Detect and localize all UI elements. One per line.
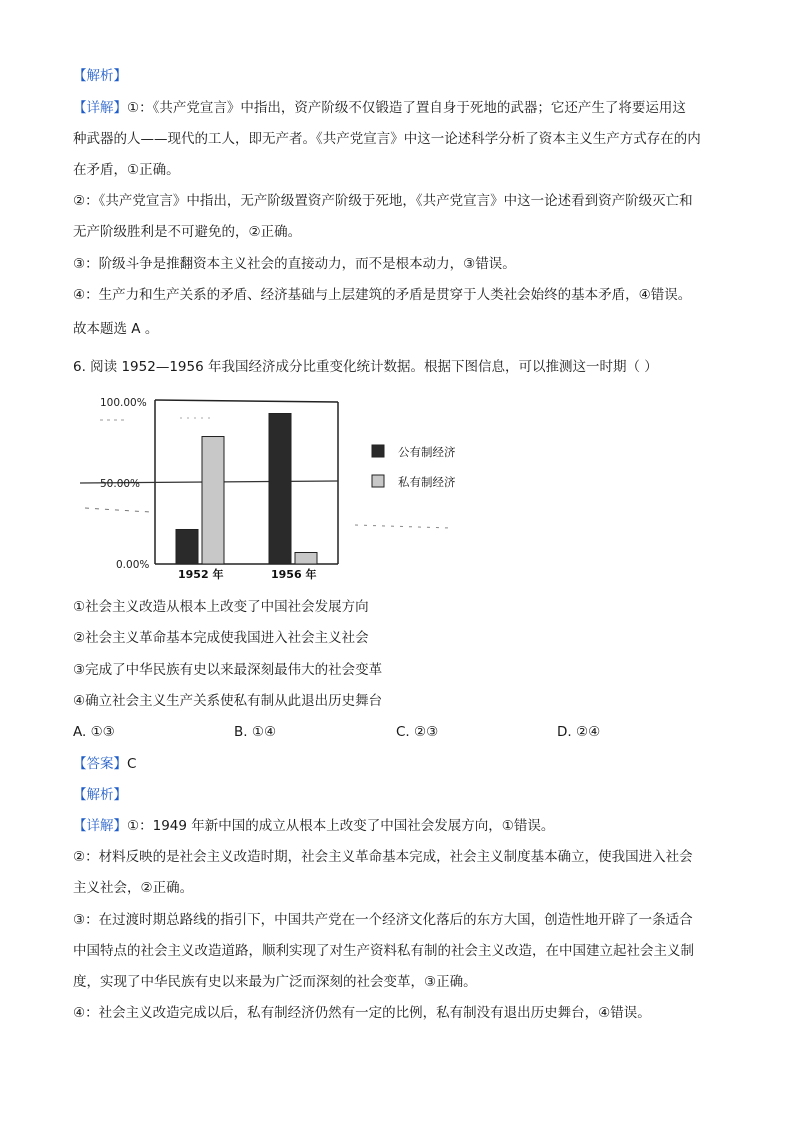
prev-para-1-line-1: [73, 98, 686, 118]
y-tick-label: 0.00%: [116, 559, 150, 571]
statement-1: ①社会主义改造从根本上改变了中国社会发展方向: [73, 599, 369, 615]
legend-label: 公有制经济: [398, 445, 456, 459]
answer-value: C: [127, 756, 137, 772]
analysis-4: ④：社会主义改造完成以后，私有制经济仍然有一定的比例，私有制没有退出历史舞台，④错误。: [73, 1005, 651, 1021]
option-d: D. ②④: [557, 724, 601, 740]
option-c: C. ②③: [396, 724, 439, 740]
analysis-1: [73, 816, 554, 836]
prev-para-1-line-3: 在矛盾，①正确。: [73, 162, 180, 178]
y-tick-label: 50.00%: [100, 478, 141, 490]
prev-para-1-line-2: 种武器的人——现代的工人，即无产者。《共产党宣言》中这一论述科学分析了资本主义生产方式存在的内: [73, 131, 701, 147]
statement-2: ②社会主义革命基本完成使我国进入社会主义社会: [73, 630, 369, 646]
bar-private-0: [202, 437, 224, 564]
question-stem: 6. 阅读 1952—1956 年我国经济成分比重变化统计数据。根据下图信息，可以推测这一时期（ ）: [73, 359, 658, 375]
legend-swatch: [372, 475, 384, 487]
legend-swatch: [372, 445, 384, 457]
bar-public-0: [176, 529, 198, 564]
legend-label: 私有制经济: [398, 475, 456, 489]
prev-para-2-line-1: ②：《共产党宣言》中指出，无产阶级置资产阶级于死地，《共产党宣言》中这一论述看到资产阶级灭亡和: [73, 193, 693, 209]
scan-dash-marks: [85, 418, 450, 528]
legend: [372, 445, 456, 489]
economic-composition-chart: [80, 390, 460, 580]
y-tick-labels: [100, 397, 149, 571]
x-tick-label: 1956 年: [271, 568, 317, 580]
prev-conclusion: 故本题选 A 。: [73, 321, 159, 337]
analysis-3-line-3: 度，实现了中华民族有史以来最为广泛而深刻的社会变革，③正确。: [73, 974, 477, 990]
option-a: A. ①③: [73, 724, 115, 740]
bars: [176, 414, 317, 564]
option-b: B. ①④: [234, 724, 277, 740]
analysis-2-line-2: 主义社会，②正确。: [73, 880, 194, 896]
y-tick-label: 100.00%: [100, 397, 147, 409]
bar-public-1: [269, 414, 291, 564]
prev-para-3: ③：阶级斗争是推翻资本主义社会的直接动力，而不是根本动力，③错误。: [73, 256, 516, 272]
analysis-2-line-1: ②：材料反映的是社会主义改造时期，社会主义革命基本完成，社会主义制度基本确立，使我国进入社会: [73, 849, 693, 865]
analysis-heading-2: 【解析】: [73, 787, 127, 803]
analysis-3-line-1: ③：在过渡时期总路线的指引下，中国共产党在一个经济文化落后的东方大国，创造性地开辟了一条适合: [73, 912, 693, 928]
text: ①：1949 年新中国的成立从根本上改变了中国社会发展方向，①错误。: [127, 818, 555, 834]
text: ①：《共产党宣言》中指出，资产阶级不仅锻造了置自身于死地的武器；它还产生了将要运用这: [127, 100, 686, 116]
prev-para-2-line-2: 无产阶级胜利是不可避免的，②正确。: [73, 224, 302, 240]
analysis-3-line-2: 中国特点的社会主义改造道路，顺利实现了对生产资料私有制的社会主义改造，在中国建立起社会主义制: [73, 943, 694, 959]
statement-3: ③完成了中华民族有史以来最深刻最伟大的社会变革: [73, 662, 383, 678]
statement-4: ④确立社会主义生产关系使私有制从此退出历史舞台: [73, 693, 383, 709]
answer-tag: 【答案】: [73, 756, 127, 772]
bar-private-1: [295, 552, 317, 564]
x-tick-labels: [178, 567, 316, 580]
frame-top: [155, 400, 338, 402]
x-tick-label: 1952 年: [178, 568, 224, 580]
prev-para-4: ④：生产力和生产关系的矛盾、经济基础与上层建筑的矛盾是贯穿于人类社会始终的基本矛盾，④错误。: [73, 287, 692, 303]
scan-mark: [85, 508, 150, 512]
scan-mark: [355, 525, 450, 528]
detail-tag: 【详解】: [73, 100, 127, 116]
answer-line: [73, 754, 136, 774]
detail-tag-2: 【详解】: [73, 818, 127, 834]
analysis-heading: 【解析】: [73, 68, 127, 84]
